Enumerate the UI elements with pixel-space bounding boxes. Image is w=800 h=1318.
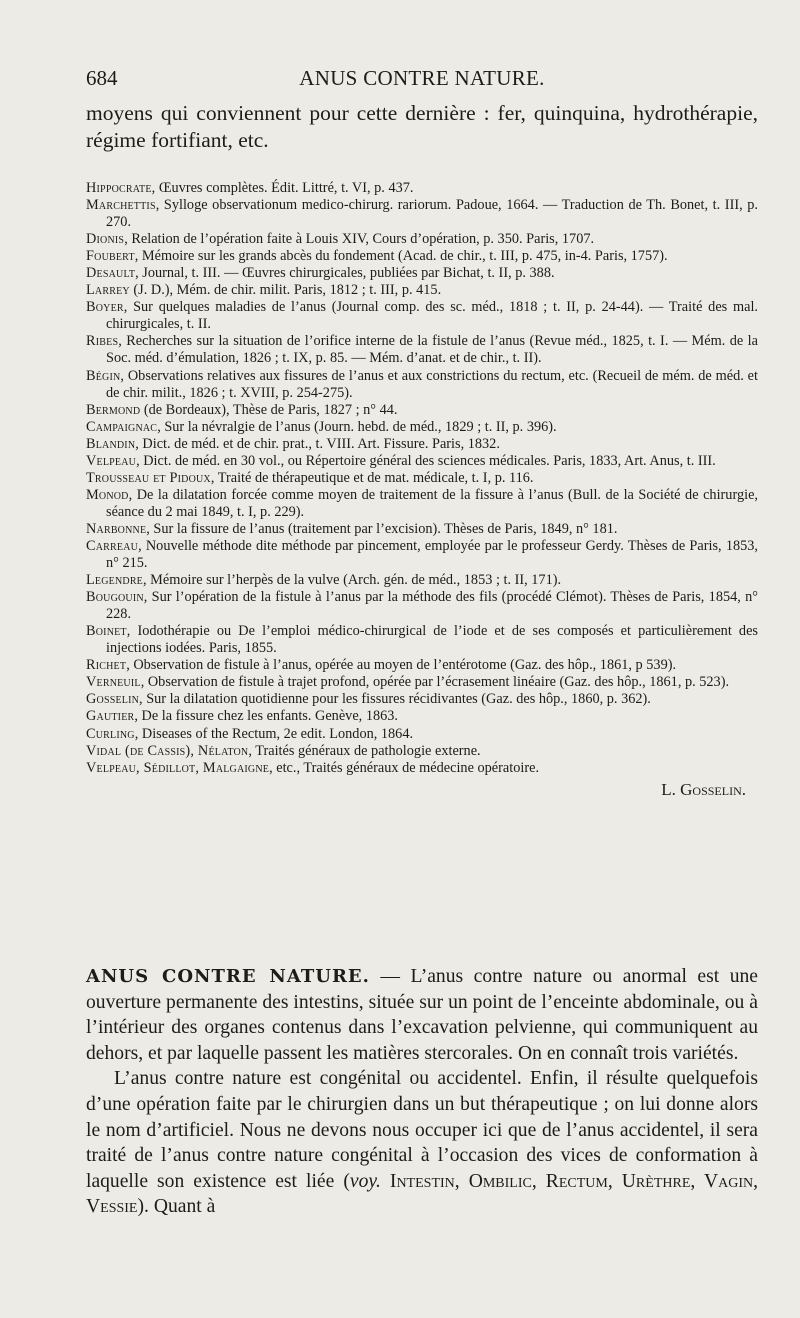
bibliography-entry [86,743,758,760]
bibliography-author: Trousseau et Pidoux [86,469,211,486]
voy-abbreviation: voy. [349,1170,381,1192]
bibliography-author: Velpeau, Sédillot, Malgaigne [86,759,270,776]
bibliography-text: , Sur l’opération de la fistule à l’anus par la méthode des fils (procédé Clémot). Thèses de Paris, 1854, n° 228. [106,589,758,623]
article-paragraph-1-text: — L’anus contre nature ou anormal est une ouverture permanente des intestins, située sur un point de l’enceinte abdominale, ou à l’intérieur des organes contenus dans l’excavation pelvienne, qui communiquent au dehors, et par laquelle passent les matières stercorales. On en connaît trois variétés. [86,966,758,1064]
page-header [86,66,758,96]
bibliography-entry [86,760,758,777]
bibliography-author: Richet [86,657,127,674]
bibliography-author: Curling [86,725,135,742]
bibliography-text: , etc., Traités généraux de médecine opératoire. [269,759,540,776]
bibliography-author: Gautier [86,708,135,725]
bibliography-text: , Observations relatives aux fissures de l’anus et aux constrictions du rectum, etc. (Recueil de mém. de méd. et de chir. milit., 1826 ; t. XVIII, p. 254-275). [106,367,758,401]
bibliography-entry [86,197,758,231]
bibliography-text: , Traités généraux de pathologie externe. [248,742,481,759]
running-title: ANUS CONTRE NATURE. [299,66,545,90]
bibliography-author: Campaignac [86,418,158,435]
signature: L. Gosselin. [661,779,746,799]
bibliography-entry [86,436,758,453]
bibliography-text: , De la dilatation forcée comme moyen de traitement de la fissure à l’anus (Bull. de la Société de chirurgie, séance du 2 mai 1849, t. I, p. 229). [106,486,758,520]
bibliography-text: , Mémoire sur l’herpès de la vulve (Arch. gén. de méd., 1853 ; t. II, 171). [143,572,562,589]
page-number: 684 [86,66,118,90]
bibliography-text: , Sur la dilatation quotidienne pour les fissures récidivantes (Gaz. des hôp., 1860, p. 362). [139,691,651,708]
bibliography [86,180,758,798]
bibliography-text: , Observation de fistule à trajet profond, opérée par l’écrasement linéaire (Gaz. des hôp., 1861, p. 523). [140,674,730,691]
bibliography-author: Boinet [86,623,127,640]
bibliography-author: Gosselin [86,691,140,708]
bibliography-text: , Sur la névralgie de l’anus (Journ. hebd. de méd., 1829 ; t. II, p. 396). [157,418,557,435]
bibliography-text: , Diseases of the Rectum, 2e edit. London, 1864. [134,725,414,742]
bibliography-list [86,180,758,777]
bibliography-entry [86,657,758,674]
bibliography-text: (de Bordeaux), Thèse de Paris, 1827 ; n° 44. [140,401,398,418]
bibliography-text: , Traité de thérapeutique et de mat. médicale, t. I, p. 116. [210,469,534,486]
bibliography-author: Bermond [86,401,141,418]
bibliography-text: , Observation de fistule à l’anus, opérée au moyen de l’entérotome (Gaz. des hôp., 1861, p 539). [126,657,677,674]
bibliography-entry [86,368,758,402]
bibliography-entry [86,674,758,691]
article-anus-contre-nature [86,964,758,1220]
article-paragraph-1 [86,964,758,1066]
bibliography-author: Dionis [86,231,125,248]
bibliography-text: , Mémoire sur les grands abcès du fondement (Acad. de chir., t. III, p. 475, in-4. Paris, 1757). [134,248,668,265]
bibliography-entry [86,265,758,282]
article-headword: ANUS CONTRE NATURE. [86,966,370,987]
bibliography-text: , Sur quelques maladies de l’anus (Journal comp. des sc. méd., 1818 ; t. II, p. 24-44). — Traité des mal. chirurgicales, t. II. [106,299,758,333]
bibliography-author: Hippocrate [86,180,152,196]
bibliography-text: , Relation de l’opération faite à Louis XIV, Cours d’opération, p. 350. Paris, 1707. [124,231,595,248]
bibliography-entry [86,726,758,743]
bibliography-entry [86,589,758,623]
bibliography-author: Bougouin [86,589,144,606]
bibliography-entry [86,333,758,367]
bibliography-text: (J. D.), Mém. de chir. milit. Paris, 1812 ; t. III, p. 415. [129,282,442,299]
bibliography-entry [86,453,758,470]
bibliography-text: , Sur la fissure de l’anus (traitement par l’excision). Thèses de Paris, 1849, n° 181. [146,520,618,537]
bibliography-author: Marchettis [86,197,156,214]
article-paragraph-2-text: L’anus contre nature est congénital ou accidentel. Enfin, il résulte quelquefois d’une opération faite par le chirurgien dans un but thérapeutique ; on lui donne alors le nom d’artificiel. Nous ne devons nous occuper ici que de l’anus accidentel, il sera traité de l’anus contre nature congénital à l’occasion des vices de conformation à laquelle son existence est liée ( [86,1068,758,1192]
bibliography-entry [86,572,758,589]
bibliography-text: , Iodothérapie ou De l’emploi médico-chirurgical de l’iode et de ses composés et particulièrement des injections iodées. Paris, 1855. [106,623,758,657]
bibliography-author: Vidal (de Cassis), Nélaton [86,742,249,759]
bibliography-author: Ribes [86,333,119,350]
bibliography-author: Narbonne [86,520,147,537]
bibliography-text: , Recherches sur la situation de l’orifice interne de la fistule de l’anus (Revue méd., 1825, t. I. — Mém. de la Soc. méd. d’émulation, 1826 ; t. IX, p. 85. — Mém. d’anat. et de chir., t. II). [106,333,758,367]
intro-paragraph: moyens qui conviennent pour cette dernière : fer, quinquina, hydrothérapie, régime fortifiant, etc. [86,101,758,152]
bibliography-entry [86,521,758,538]
bibliography-entry [86,419,758,436]
bibliography-entry [86,282,758,299]
bibliography-author: Carreau [86,537,139,554]
bibliography-author: Blandin [86,435,136,452]
bibliography-entry [86,487,758,521]
bibliography-text: , Journal, t. III. — Œuvres chirurgicales, publiées par Bichat, t. II, p. 388. [135,265,555,282]
bibliography-text: , Dict. de méd. et de chir. prat., t. VIII. Art. Fissure. Paris, 1832. [135,435,500,452]
cross-references: Intestin, Ombilic, Rectum, Urèthre, Vagin, Vessie [86,1170,758,1218]
bibliography-entry [86,299,758,333]
bibliography-entry [86,538,758,572]
bibliography-entry [86,248,758,265]
bibliography-author: Verneuil [86,674,141,691]
bibliography-author: Bégin [86,367,121,384]
bibliography-text: , Nouvelle méthode dite méthode par pincement, employée par le professeur Gerdy. Thèses de Paris, 1853, n° 215. [106,537,758,572]
bibliography-text: , Œuvres complètes. Édit. Littré, t. VI, p. 437. [151,180,414,196]
bibliography-author: Foubert [86,248,135,265]
bibliography-entry [86,691,758,708]
bibliography-entry [86,470,758,487]
bibliography-entry [86,623,758,657]
article-paragraph-2-end: ). Quant à [137,1196,216,1218]
bibliography-entry [86,402,758,419]
bibliography-text: , Dict. de méd. en 30 vol., ou Répertoire général des sciences médicales. Paris, 1833, Art. Anus, t. III. [136,452,716,469]
bibliography-text: , De la fissure chez les enfants. Genève, 1863. [134,708,398,725]
bibliography-author: Monod [86,486,129,503]
bibliography-author: Desault [86,265,136,282]
article-paragraph-2 [86,1066,758,1220]
bibliography-entry [86,708,758,725]
bibliography-text: , Sylloge observationum medico-chirurg. rariorum. Padoue, 1664. — Traduction de Th. Bonet, t. III, p. 270. [106,197,758,231]
bibliography-author: Legendre [86,572,143,589]
bibliography-entry [86,231,758,248]
bibliography-author: Velpeau [86,452,137,469]
bibliography-author: Larrey [86,282,130,299]
bibliography-author: Boyer [86,299,124,316]
bibliography-entry [86,180,758,197]
